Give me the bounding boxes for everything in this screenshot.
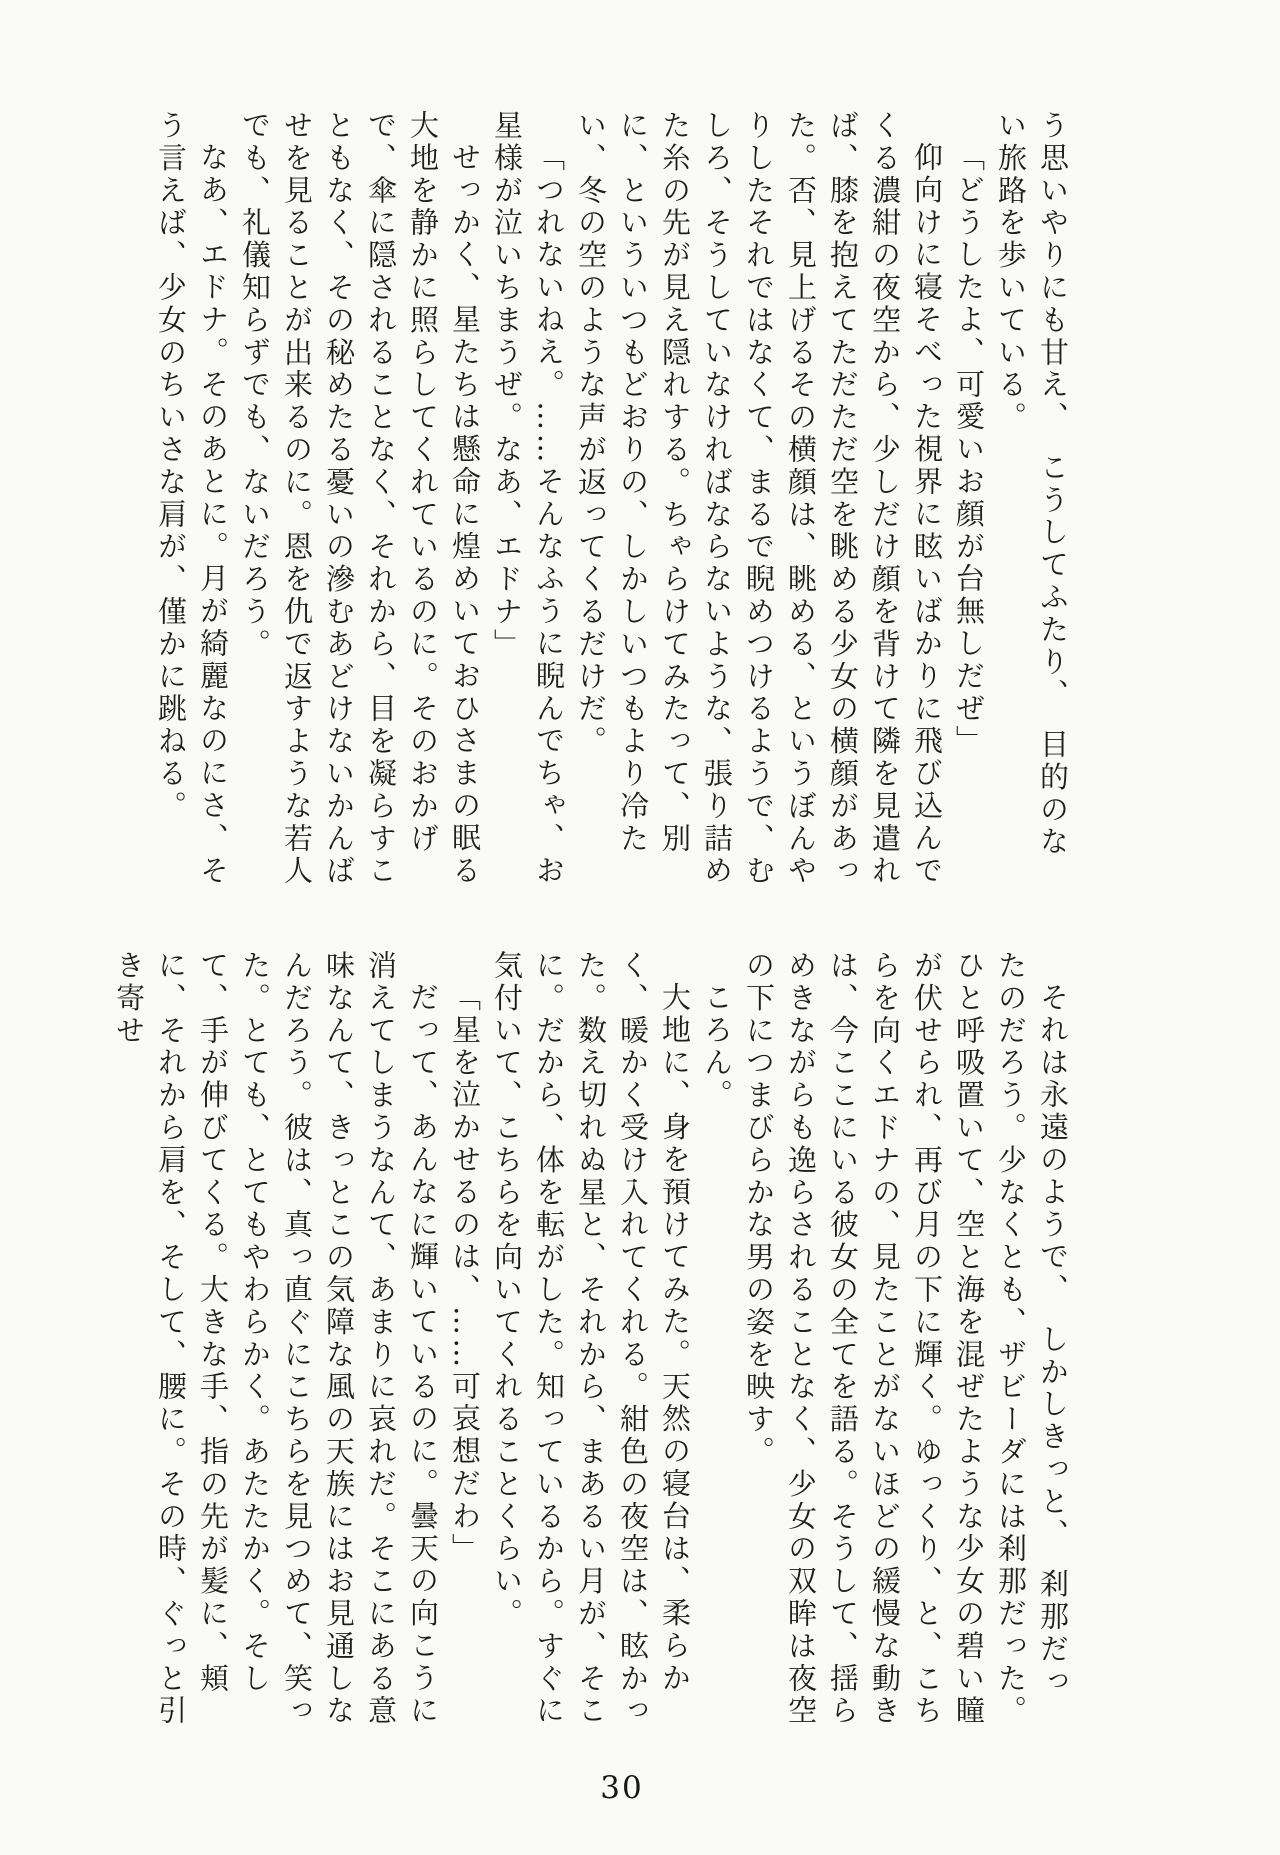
- paragraph: 大地に、身を預けてみた。天然の寝台は、柔らかく、暖かく受け入れてくれる。紺色の夜空は、眩かった。数え切れぬ星と、それから、まあるい月が、そこに。だから、体を転がした。知っているから。すぐに気付いて、こちらを向いてくれることくらい。: [490, 950, 692, 1728]
- paragraph: ころん。: [700, 982, 734, 1112]
- lower-text-block: [112, 950, 1074, 1730]
- page-number: 30: [600, 1770, 644, 1806]
- upper-text-block: [146, 110, 1074, 890]
- paragraph: う思いやりにも甘え、 こうしてふたり、 目的のない旅路を歩いている。: [994, 110, 1070, 859]
- paragraph-dialogue: 「つれないねえ。……そんなふうに睨んでちゃ、お星様が泣いちまうぜ。なあ、エドナ」: [490, 110, 566, 888]
- paragraph: せっかく、星たちは懸命に煌めいておひさまの眠る大地を静かに照らしてくれているのに。そのおかげで、傘に隠されることなく、それから、目を凝らすこともなく、その秘めたる憂いの滲むあどけないかんばせを見ることが出来るのに。恩を仇で返すような若人でも、礼儀知らずでも、ないだろう。: [238, 110, 482, 888]
- paragraph: なあ、エドナ。そのあとに。月が綺麗なのにさ、そう言えば、少女のちいさな肩が、僅かに跳ねる。: [154, 110, 230, 888]
- paragraph: だって、あんなに輝いているのに。曇天の向こうに消えてしまうなんて、あまりに哀れだ。そこにある意味なんて、きっとこの気障な風の天族にはお見通しなんだろう。彼は、真っ直ぐにこちらを見つめて、笑った。とても、とてもやわらかく。あたたかく。そして、手が伸びてくる。大きな手、指の先が髪に、頬に、それから肩を、そして、腰に。その時、ぐっと引き寄せ: [112, 950, 440, 1728]
- paragraph: それは永遠のようで、 しかしきっと、 刹那だったのだろう。少なくとも、ザビーダには刹那だった。ひと呼吸置いて、空と海を混ぜたような少女の碧い瞳が伏せられ、再び月の下に輝く。ゆっくり、と、こちらを向くエドナの、見たことがないほどの緩慢な動きは、今ここにいる彼女の全てを語る。そうして、揺らめきながらも逸らされることなく、少女の双眸は夜空の下につまびらかな男の姿を映す。: [742, 950, 1070, 1728]
- paragraph: 仰向けに寝そべった視界に眩いばかりに飛び込んでくる濃紺の夜空から、少しだけ顔を背けて隣を見遣れば、膝を抱えてただただ空を眺める少女の横顔があった。否、見上げるその横顔は、眺める、というぼんやりしたそれではなくて、まるで睨めつけるようで、むしろ、そうしていなければならないような、張り詰めた糸の先が見え隠れする。ちゃらけてみたって、別に、といういつもどおりの、しかしいつもより冷たい、冬の空のような声が返ってくるだけだ。: [574, 110, 944, 888]
- paragraph-dialogue: 「どうしたよ、可愛いお顔が台無しだぜ」: [952, 142, 986, 758]
- paragraph-dialogue: 「星を泣かせるのは、……可哀想だわ」: [448, 982, 482, 1566]
